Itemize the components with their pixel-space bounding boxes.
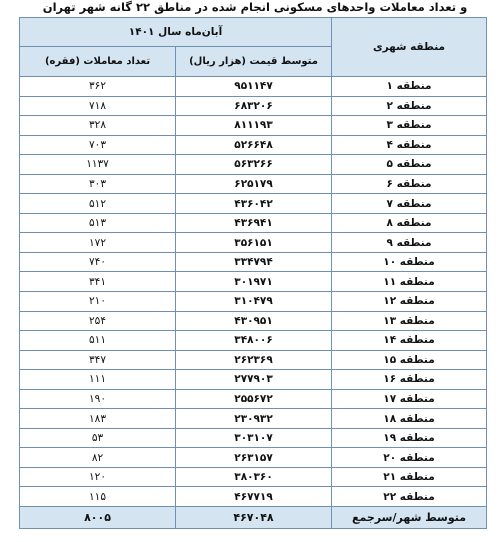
region-cell: منطقه ۲ — [332, 96, 487, 116]
count-cell: ۵۳ — [20, 428, 176, 448]
count-cell: ۱۱۳۷ — [20, 155, 176, 175]
region-cell: منطقه ۷ — [332, 194, 487, 214]
price-cell: ۲۶۲۳۶۹ — [176, 350, 332, 370]
total-row — [20, 507, 487, 529]
count-cell: ۱۲۰ — [20, 467, 176, 487]
price-cell: ۶۸۳۲۰۶ — [176, 96, 332, 116]
region-cell: منطقه ۱۲ — [332, 292, 487, 312]
count-cell: ۵۱۲ — [20, 194, 176, 214]
price-cell: ۹۵۱۱۴۷ — [176, 77, 332, 97]
table-row — [20, 135, 487, 155]
table-row — [20, 155, 487, 175]
count-cell: ۳۴۷ — [20, 350, 176, 370]
price-cell: ۳۰۳۱۰۷ — [176, 428, 332, 448]
region-cell: منطقه ۱ — [332, 77, 487, 97]
count-cell: ۷۱۸ — [20, 96, 176, 116]
count-cell: ۱۷۲ — [20, 233, 176, 253]
count-cell: ۱۱۱ — [20, 370, 176, 390]
total-region-cell: متوسط شهر/سرجمع — [332, 507, 487, 529]
price-cell: ۳۱۰۴۷۹ — [176, 292, 332, 312]
price-cell: ۳۸۰۳۶۰ — [176, 467, 332, 487]
region-cell: منطقه ۲۲ — [332, 487, 487, 507]
table-row — [20, 350, 487, 370]
price-cell: ۴۶۷۷۱۹ — [176, 487, 332, 507]
header-price: متوسط قیمت (هزار ریال) — [176, 47, 332, 77]
price-cell: ۲۷۷۹۰۳ — [176, 370, 332, 390]
count-cell: ۷۴۰ — [20, 252, 176, 272]
count-cell: ۳۲۸ — [20, 116, 176, 136]
count-cell: ۱۸۳ — [20, 409, 176, 429]
table-row — [20, 409, 487, 429]
table-row — [20, 174, 487, 194]
region-cell: منطقه ۱۳ — [332, 311, 487, 331]
price-cell: ۶۲۵۱۷۹ — [176, 174, 332, 194]
table-row — [20, 252, 487, 272]
region-cell: منطقه ۱۴ — [332, 331, 487, 351]
table-row — [20, 233, 487, 253]
region-cell: منطقه ۱۰ — [332, 252, 487, 272]
region-cell: منطقه ۱۹ — [332, 428, 487, 448]
table-row — [20, 467, 487, 487]
count-cell: ۸۲ — [20, 448, 176, 468]
region-cell: منطقه ۵ — [332, 155, 487, 175]
count-cell: ۱۱۵ — [20, 487, 176, 507]
count-cell: ۳۰۳ — [20, 174, 176, 194]
header-period: آبان‌ماه سال ۱۴۰۱ — [20, 18, 332, 47]
price-cell: ۴۳۰۹۵۱ — [176, 311, 332, 331]
total-price-cell: ۴۶۷۰۴۸ — [176, 507, 332, 529]
count-cell: ۷۰۳ — [20, 135, 176, 155]
region-cell: منطقه ۳ — [332, 116, 487, 136]
price-cell: ۳۳۴۷۹۴ — [176, 252, 332, 272]
table-row — [20, 292, 487, 312]
region-cell: منطقه ۱۱ — [332, 272, 487, 292]
table-row — [20, 389, 487, 409]
table-row — [20, 77, 487, 97]
price-cell: ۵۶۳۲۶۶ — [176, 155, 332, 175]
table-row — [20, 194, 487, 214]
table-row — [20, 428, 487, 448]
page-title: و تعداد معاملات واحدهای مسکونی انجام شده در مناطق ۲۲ گانه شهر تهران — [42, 0, 468, 14]
price-cell: ۳۵۶۱۵۱ — [176, 233, 332, 253]
count-cell: ۱۹۰ — [20, 389, 176, 409]
price-cell: ۲۳۰۹۳۲ — [176, 409, 332, 429]
table-body — [20, 77, 487, 529]
table-row — [20, 487, 487, 507]
region-cell: منطقه ۲۱ — [332, 467, 487, 487]
count-cell: ۲۱۰ — [20, 292, 176, 312]
table-row — [20, 213, 487, 233]
price-cell: ۴۳۶۰۴۲ — [176, 194, 332, 214]
total-count-cell: ۸۰۰۵ — [20, 507, 176, 529]
region-cell: منطقه ۴ — [332, 135, 487, 155]
table-row — [20, 448, 487, 468]
count-cell: ۳۴۱ — [20, 272, 176, 292]
price-cell: ۳۰۱۹۷۱ — [176, 272, 332, 292]
table-row — [20, 311, 487, 331]
table-row — [20, 370, 487, 390]
region-cell: منطقه ۱۸ — [332, 409, 487, 429]
region-cell: منطقه ۶ — [332, 174, 487, 194]
price-cell: ۲۶۳۱۵۷ — [176, 448, 332, 468]
transactions-table — [19, 17, 487, 529]
table-row — [20, 272, 487, 292]
count-cell: ۲۵۴ — [20, 311, 176, 331]
price-cell: ۸۱۱۱۹۳ — [176, 116, 332, 136]
table-row — [20, 116, 487, 136]
footnote — [20, 530, 490, 542]
count-cell: ۵۱۳ — [20, 213, 176, 233]
region-cell: منطقه ۸ — [332, 213, 487, 233]
region-cell: منطقه ۱۶ — [332, 370, 487, 390]
price-cell: ۲۵۵۶۷۲ — [176, 389, 332, 409]
header-region: منطقه شهری — [332, 18, 487, 77]
region-cell: منطقه ۲۰ — [332, 448, 487, 468]
region-cell: منطقه ۱۵ — [332, 350, 487, 370]
price-cell: ۵۲۶۶۴۸ — [176, 135, 332, 155]
region-cell: منطقه ۱۷ — [332, 389, 487, 409]
header-count: تعداد معاملات (فقره) — [20, 47, 176, 77]
price-cell: ۳۴۸۰۰۶ — [176, 331, 332, 351]
count-cell: ۵۱۱ — [20, 331, 176, 351]
region-cell: منطقه ۹ — [332, 233, 487, 253]
table-row — [20, 96, 487, 116]
count-cell: ۳۶۲ — [20, 77, 176, 97]
table-row — [20, 331, 487, 351]
price-cell: ۴۳۶۹۴۱ — [176, 213, 332, 233]
